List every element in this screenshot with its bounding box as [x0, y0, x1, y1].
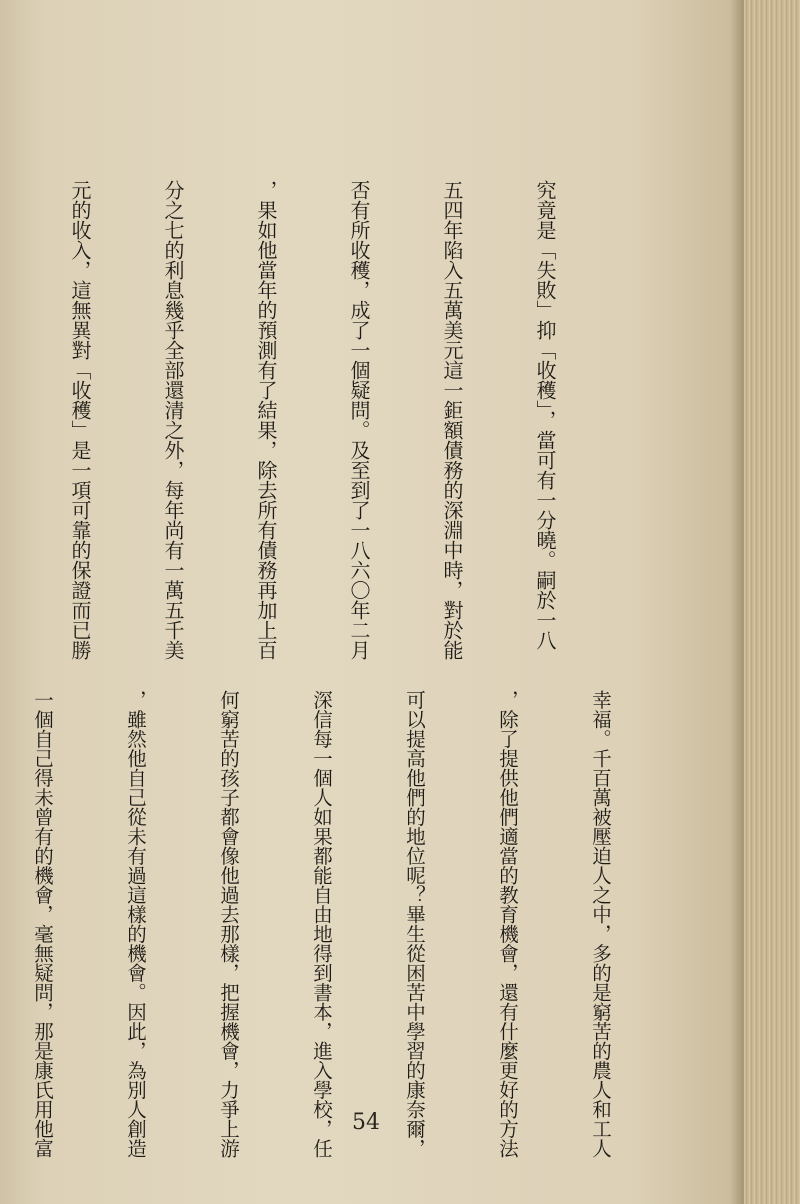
text-column: 深信每一個人如果都能自由地得到書本，進入學校，任 — [310, 690, 333, 1158]
text-column — [0, 180, 2, 640]
text-column: 幸福。千百萬被壓迫人之中，多的是窮苦的農人和工人 — [589, 690, 612, 1158]
page-stack-edge — [738, 0, 800, 1204]
text-column: ，除了提供他們適當的教育機會，還有什麼更好的方法 — [496, 690, 519, 1158]
text-column: 五四年陷入五萬美元這一鉅額債務的深淵中時，對於能 — [440, 180, 464, 660]
text-column: 可以提高他們的地位呢？畢生從困苦中學習的康奈爾， — [403, 690, 426, 1158]
page-edge-shadow — [730, 0, 744, 1204]
text-column: 一個自己得未曾有的機會，毫無疑問，那是康氏用他富 — [31, 690, 54, 1158]
text-column: 何窮苦的孩子都會像他過去那樣，把握機會，力爭上游 — [217, 690, 240, 1158]
text-column: 否有所收穫，成了一個疑問。及至到了一八六〇年二月 — [347, 180, 371, 660]
text-column: ，果如他當年的預測有了結果，除去所有債務再加上百 — [254, 180, 278, 660]
text-column: 分之七的利息幾乎全部還清之外，每年尚有一萬五千美 — [161, 180, 185, 660]
lower-text-block — [0, 690, 678, 1158]
text-column: ，雖然他自己從未有過這樣的機會。因此，為別人創造 — [124, 690, 147, 1158]
page-number: 54 — [352, 1110, 380, 1135]
text-column: 究竟是「失敗」抑「收穫」，當可有一分曉。嗣於一八 — [533, 180, 557, 650]
text-column: 元的收入，這無異對「收穫」是一項可靠的保證而已勝 — [68, 180, 92, 660]
upper-text-block — [0, 180, 622, 660]
